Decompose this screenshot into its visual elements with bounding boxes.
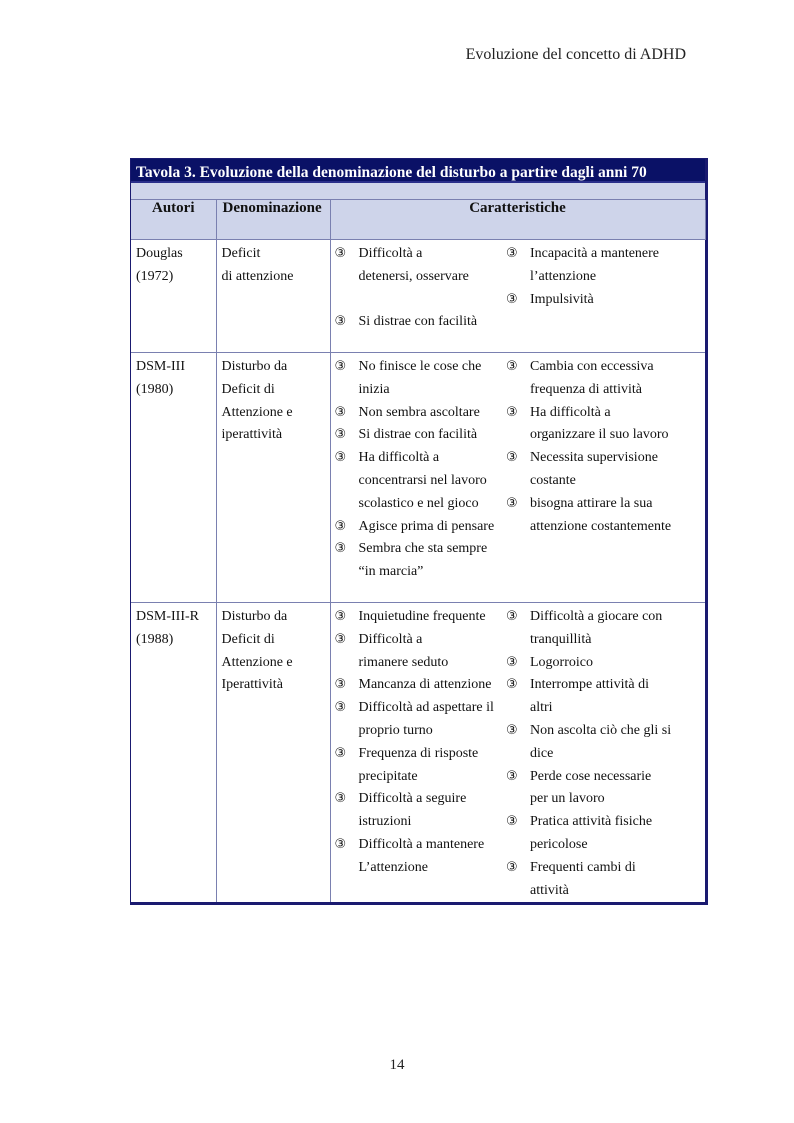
characteristics-list [506, 606, 703, 902]
characteristics-list [506, 356, 703, 538]
cell-denominazione: Deficit di attenzione [216, 240, 330, 353]
list-item: ③ Agisce prima di pensare [335, 516, 507, 539]
circled-three-bullet-icon: ③ [506, 814, 518, 830]
page-number: 14 [389, 1057, 405, 1073]
circled-three-bullet-icon: ③ [334, 359, 347, 374]
circled-three-bullet-icon: ③ [334, 450, 347, 466]
list-item: ③ Difficoltà a mantenere L’attenzione [335, 834, 507, 880]
header-denominazione: Denominazione [216, 200, 330, 240]
cell-characteristics-left [330, 353, 506, 603]
list-item: ③ Si distrae con facilità [335, 424, 507, 447]
list-item: ③ Non ascolta ciò che gli si dice [506, 720, 703, 766]
table-row [131, 240, 705, 353]
list-item: ③ Ha difficoltà a organizzare il suo lavoro [506, 402, 703, 448]
title-spacer [131, 183, 705, 200]
list-item: ③ Non sembra ascoltare [335, 402, 507, 425]
header-row [131, 200, 705, 240]
circled-three-bullet-icon: ③ [506, 359, 518, 374]
characteristics-table [131, 200, 706, 902]
list-item: ③ Impulsività [506, 289, 703, 312]
list-item: ③ Perde cose necessarie per un lavoro [506, 766, 703, 812]
list-item: ③ Frequenti cambi di attività [506, 857, 703, 903]
list-item: ③ Inquietudine frequente [335, 606, 507, 629]
circled-three-bullet-icon: ③ [506, 291, 518, 307]
circled-three-bullet-icon: ③ [506, 677, 518, 693]
characteristics-list [335, 356, 507, 584]
cell-autori: DSM-III-R (1988) [131, 603, 216, 903]
characteristics-list [335, 243, 507, 334]
circled-three-bullet-icon: ③ [506, 404, 518, 420]
list-item: ③ Necessita supervisione costante [506, 447, 703, 493]
header-autori: Autori [131, 200, 216, 240]
list-item: ③ Difficoltà a detenersi, osservare [335, 243, 507, 289]
running-header: Evoluzione del concetto di ADHD [465, 46, 686, 63]
circled-three-bullet-icon: ③ [506, 768, 518, 784]
list-item: ③ Ha difficoltà a concentrarsi nel lavoro scolastico e nel gioco [335, 447, 507, 515]
circled-three-bullet-icon: ③ [506, 609, 518, 624]
cell-autori: DSM-III (1980) [131, 353, 216, 603]
cell-characteristics-right [506, 353, 705, 603]
table-title: Tavola 3. Evoluzione della denominazione del disturbo a partire dagli anni 70 [131, 159, 705, 183]
characteristics-list [335, 606, 507, 880]
list-item: ③ No finisce le cose che inizia [335, 356, 507, 402]
circled-three-bullet-icon: ③ [506, 495, 518, 511]
cell-denominazione: Disturbo da Deficit di Attenzione e iperattività [216, 353, 330, 603]
list-item: ③ Cambia con eccessiva frequenza di attività [506, 356, 703, 402]
cell-characteristics-left [330, 603, 506, 903]
cell-characteristics-right [506, 603, 705, 903]
list-item: ③ Incapacità a mantenere l’attenzione [506, 243, 703, 289]
list-item: ③ Difficoltà a seguire istruzioni [335, 788, 507, 834]
header-caratteristiche: Caratteristiche [330, 200, 705, 240]
circled-three-bullet-icon: ③ [334, 541, 347, 557]
cell-characteristics-right [506, 240, 705, 353]
circled-three-bullet-icon: ③ [334, 631, 347, 647]
circled-three-bullet-icon: ③ [506, 654, 518, 670]
list-item: ③ Difficoltà a giocare con tranquillità [506, 606, 703, 652]
table-row [131, 603, 705, 903]
circled-three-bullet-icon: ③ [334, 427, 347, 443]
list-item: ③ Mancanza di attenzione [335, 674, 507, 697]
list-item: ③ Si distrae con facilità [335, 311, 507, 334]
circled-three-bullet-icon: ③ [334, 700, 347, 716]
evolution-table [130, 158, 708, 905]
cell-characteristics-left [330, 240, 506, 353]
list-item: ③ Logorroico [506, 652, 703, 675]
circled-three-bullet-icon: ③ [506, 246, 518, 261]
circled-three-bullet-icon: ③ [506, 859, 518, 875]
circled-three-bullet-icon: ③ [334, 745, 347, 761]
circled-three-bullet-icon: ③ [334, 677, 347, 693]
circled-three-bullet-icon: ③ [334, 836, 347, 852]
circled-three-bullet-icon: ③ [334, 609, 347, 624]
list-item: ③ Difficoltà a rimanere seduto [335, 629, 507, 675]
circled-three-bullet-icon: ③ [334, 404, 347, 420]
characteristics-list [506, 243, 703, 311]
circled-three-bullet-icon: ③ [334, 314, 347, 330]
list-item: ③ Sembra che sta sempre “in marcia” [335, 538, 507, 584]
cell-denominazione: Disturbo da Deficit di Attenzione e Iperattività [216, 603, 330, 903]
cell-autori: Douglas (1972) [131, 240, 216, 353]
list-item: ③ Interrompe attività di altri [506, 674, 703, 720]
list-item: ③ Frequenza di risposte precipitate [335, 743, 507, 789]
list-item: ③ Difficoltà ad aspettare il proprio turno [335, 697, 507, 743]
circled-three-bullet-icon: ③ [334, 518, 347, 534]
circled-three-bullet-icon: ③ [506, 722, 518, 738]
circled-three-bullet-icon: ③ [334, 246, 347, 261]
list-item: ③ Pratica attività fisiche pericolose [506, 811, 703, 857]
circled-three-bullet-icon: ③ [334, 791, 347, 807]
table-row [131, 353, 705, 603]
circled-three-bullet-icon: ③ [506, 450, 518, 466]
list-item: ③ bisogna attirare la sua attenzione costantemente [506, 493, 703, 539]
